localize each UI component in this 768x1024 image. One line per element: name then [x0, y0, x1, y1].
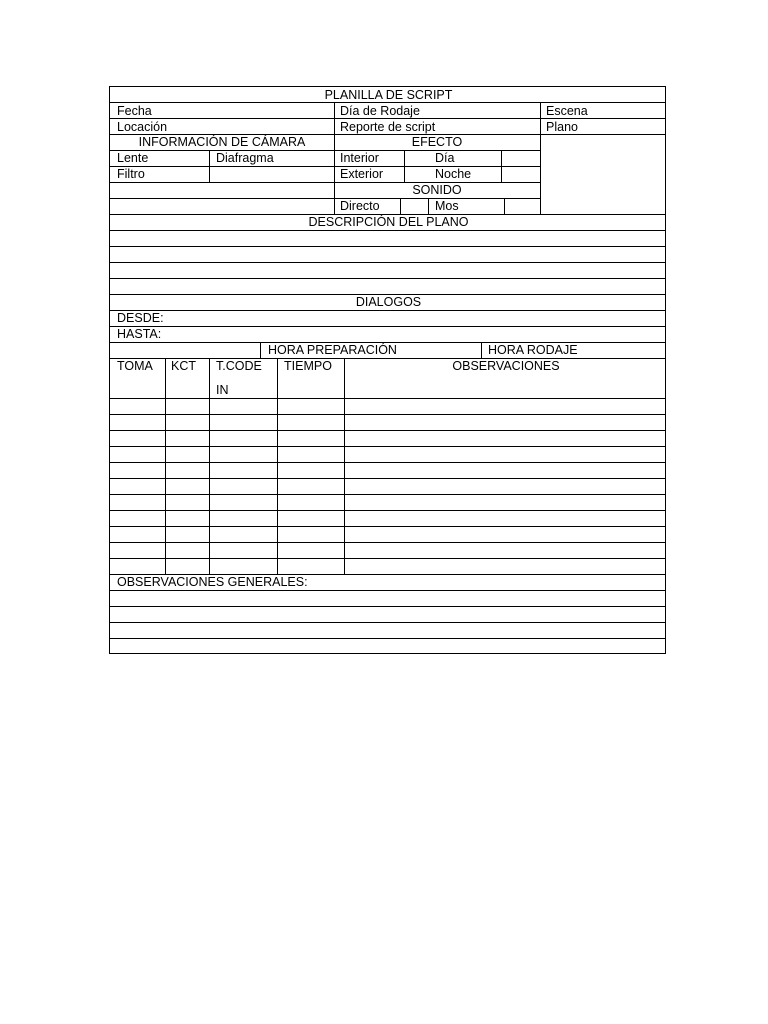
- grid-line: [334, 102, 335, 214]
- tcode-in-subheader: IN: [216, 383, 229, 397]
- kct-column-header: KCT: [171, 359, 196, 373]
- grid-line: [428, 198, 429, 214]
- grid-line: [110, 558, 665, 559]
- grid-line: [110, 166, 540, 167]
- grid-line: [110, 278, 665, 279]
- grid-line: [110, 622, 665, 623]
- toma-column-header: TOMA: [117, 359, 153, 373]
- grid-line: [110, 590, 665, 591]
- dia-label: Día: [435, 151, 455, 165]
- escena-label: Escena: [546, 104, 588, 118]
- grid-line: [165, 358, 166, 574]
- filtro-label: Filtro: [117, 167, 145, 181]
- grid-line: [209, 150, 210, 182]
- observaciones-generales-label: OBSERVACIONES GENERALES:: [117, 575, 308, 589]
- fecha-label: Fecha: [117, 104, 152, 118]
- grid-line: [110, 526, 665, 527]
- grid-line: [110, 494, 665, 495]
- plano-label: Plano: [546, 120, 578, 134]
- grid-line: [110, 510, 665, 511]
- grid-line: [540, 102, 541, 214]
- grid-line: [110, 118, 665, 119]
- dia-de-rodaje-label: Día de Rodaje: [340, 104, 420, 118]
- desde-label: DESDE:: [117, 311, 164, 325]
- grid-line: [110, 414, 665, 415]
- reporte-de-script-label: Reporte de script: [340, 120, 436, 134]
- grid-line: [504, 198, 505, 214]
- grid-line: [110, 462, 665, 463]
- informacion-de-camara-heading: INFORMACIÓN DE CÁMARA: [138, 135, 306, 149]
- mos-label: Mos: [435, 199, 459, 213]
- script-sheet-form: [109, 86, 666, 654]
- locacion-label: Locación: [117, 120, 168, 134]
- grid-line: [344, 358, 345, 574]
- grid-line: [400, 198, 401, 214]
- grid-line: [110, 326, 665, 327]
- grid-line: [110, 246, 665, 247]
- observaciones-column-header: OBSERVACIONES: [452, 359, 560, 373]
- lente-label: Lente: [117, 151, 149, 165]
- tiempo-column-header: TIEMPO: [284, 359, 332, 373]
- exterior-label: Exterior: [340, 167, 384, 181]
- diafragma-label: Diafragma: [216, 151, 274, 165]
- grid-line: [110, 398, 665, 399]
- interior-label: Interior: [340, 151, 379, 165]
- efecto-heading: EFECTO: [411, 135, 463, 149]
- grid-line: [260, 342, 261, 358]
- grid-line: [110, 478, 665, 479]
- grid-line: [110, 150, 540, 151]
- tcode-column-header: T.CODE: [216, 359, 262, 373]
- grid-line: [110, 230, 665, 231]
- hora-rodaje-label: HORA RODAJE: [488, 343, 578, 357]
- descripcion-del-plano-heading: DESCRIPCIÓN DEL PLANO: [308, 215, 469, 229]
- grid-line: [110, 262, 665, 263]
- grid-line: [501, 150, 502, 182]
- directo-label: Directo: [340, 199, 380, 213]
- grid-line: [110, 446, 665, 447]
- grid-line: [209, 358, 210, 574]
- grid-line: [110, 638, 665, 639]
- grid-line: [404, 150, 405, 182]
- grid-line: [110, 102, 665, 103]
- grid-line: [110, 542, 665, 543]
- grid-line: [110, 430, 665, 431]
- form-title: PLANILLA DE SCRIPT: [324, 88, 453, 102]
- grid-line: [110, 198, 540, 199]
- grid-line: [110, 606, 665, 607]
- grid-line: [277, 358, 278, 574]
- hasta-label: HASTA:: [117, 327, 162, 341]
- noche-label: Noche: [435, 167, 472, 181]
- grid-line: [481, 342, 482, 358]
- dialogos-heading: DIALOGOS: [355, 295, 422, 309]
- hora-preparacion-label: HORA PREPARACIÓN: [268, 343, 397, 357]
- grid-line: [110, 310, 665, 311]
- sonido-heading: SONIDO: [412, 183, 462, 197]
